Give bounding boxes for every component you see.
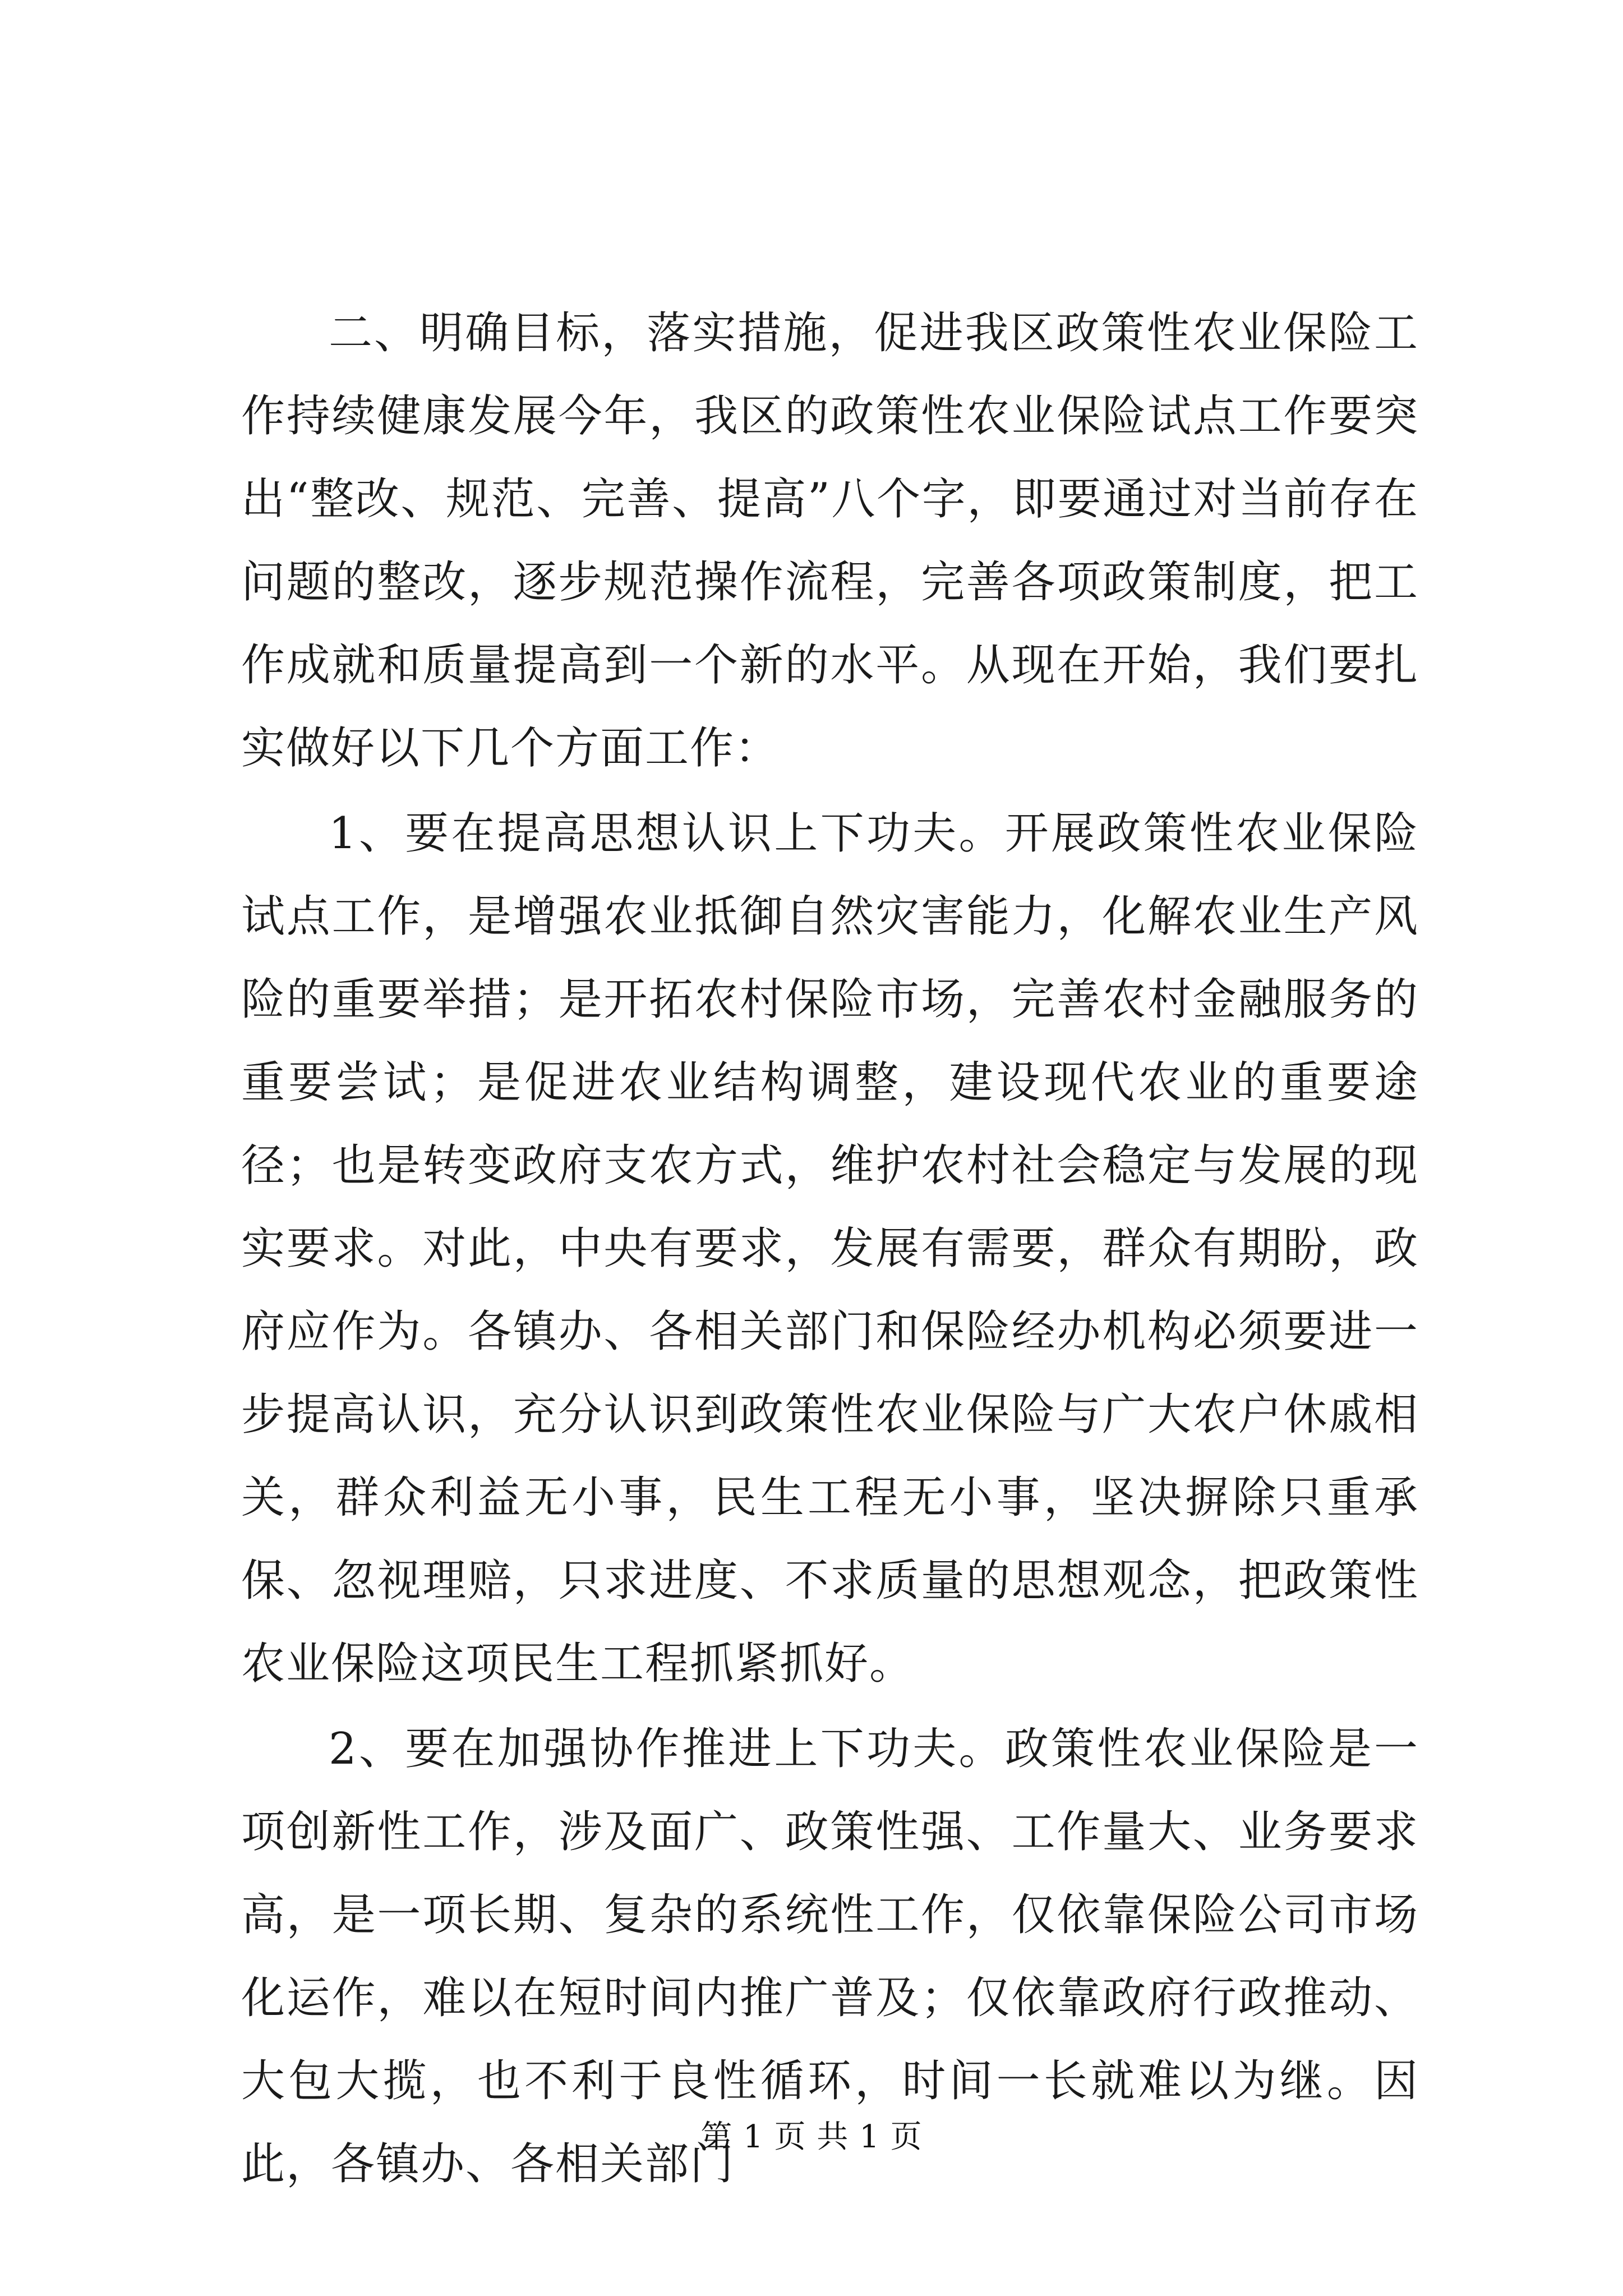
- paragraph-item-two: 2、要在加强协作推进上下功夫。政策性农业保险是一项创新性工作，涉及面广、政策性强、工作量大、业务要求高，是一项长期、复杂的系统性工作，仅依靠保险公司市场化运作，难以在短时间内推广普及；仅依靠政府行政推动、大包大揽，也不利于良性循环，时间一长就难以为继。因此，各镇办、各相关部门: [241, 1724, 1419, 2189]
- paragraph-item-one: 1、要在提高思想认识上下功夫。开展政策性农业保险试点工作，是增强农业抵御自然灾害能力，化解农业生产风险的重要举措；是开拓农村保险市场，完善农村金融服务的重要尝试；是促进农业结构调整，建设现代农业的重要途径；也是转变政府支农方式，维护农村社会稳定与发展的现实要求。对此，中央有要求，发展有需要，群众有期盼，政府应作为。各镇办、各相关部门和保险经办机构必须要进一步提高认识，充分认识到政策性农业保险与广大农户休戚相关，群众利益无小事，民生工程无小事，坚决摒除只重承保、忽视理赔，只求进度、不求质量的思想观念，把政策性农业保险这项民生工程抓紧抓好。: [241, 808, 1419, 1689]
- paragraph-section-two: 二、明确目标，落实措施，促进我区政策性农业保险工作持续健康发展今年，我区的政策性农业保险试点工作要突出“整改、规范、完善、提高”八个字，即要通过对当前存在问题的整改，逐步规范操作流程，完善各项政策制度，把工作成就和质量提高到一个新的水平。从现在开始，我们要扎实做好以下几个方面工作：: [241, 308, 1419, 774]
- document-body: [241, 292, 1419, 2208]
- page-footer: 第 1 页 共 1 页: [700, 2119, 923, 2155]
